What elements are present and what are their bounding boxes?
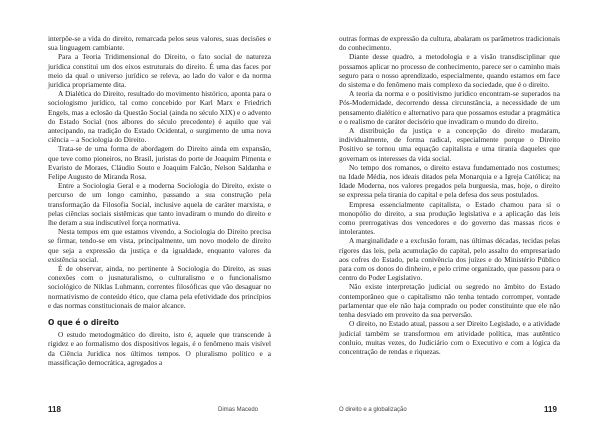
paragraph: Trata-se de uma forma de abordagem do Direito ainda em expansão, que teve como pioneiros, no Brasil, juristas do porte de Joaquim Pimenta e Evaristo de Moraes, Cláudio Souto e Joaquim Falcão, Nelson Saldanha e Felipe Augusto de Miranda Rosa. bbox=[48, 144, 271, 182]
paragraph: A teoria da norma e o positivismo jurídico encontram-se superados na Pós-Modernidade, decorrendo dessa circunstância, a necessidade de um pensamento dialético e alternativo para que possamos estudar a pragmática e o realismo de caráter decisório que invadiram o mundo do direito. bbox=[339, 89, 560, 126]
paragraph: No tempo dos romanos, o direito estava fundamentado nos costumes; na Idade Média, nos ideais ditados pela Monarquia e a Igreja Católica; na Idade Moderna, nos valores pregados pela burguesia, mas, hoje, o direito se expressa pela tirania do capital e pela defesa dos seus postulados. bbox=[339, 162, 560, 200]
right-page bbox=[300, 0, 600, 439]
paragraph: Nesta tempos em que estamos vivendo, a Sociologia do Direito precisa se firmar, tendo-se em vista, principalmente, um novo modelo de direito que seja a expressão da justiça e da igualdade, enquanto valores da existência social. bbox=[48, 227, 271, 264]
running-head-title: O direito e a globalização bbox=[339, 407, 407, 413]
left-text-column bbox=[48, 34, 271, 367]
paragraph: A marginalidade e a exclusão foram, nas últimas décadas, tecidas pelas rígores das leis, pela acumulação do capital, pelo assalto do empresariado aos cofres do Estado, pela conivência dos juízes e do Ministério Público para com os donos do dinheiro, e pelo crime organizado, que passou para o centro do Poder Legislativo. bbox=[339, 236, 560, 283]
paragraph: interpõe-se a vida do direito, remarcada pelos seus valores, suas decisões e sua linguagem cambiante. bbox=[48, 34, 271, 53]
paragraph: É de observar, ainda, no pertinente à Sociologia do Direito, as suas conexões com o jusnaturalismo, o culturalismo e o funcionalismo sociológico de Niklas Luhmann, correntes filosóficas que vão desaguar no normativismo de conteúdo ético, que clama pela efetividade dos princípios e das normas constitucionais de maior alcance. bbox=[48, 264, 271, 310]
right-text-column bbox=[339, 34, 560, 356]
paragraph: O estudo metodogmático do direito, isto é, aquele que transcende à rigidez e ao formalismo dos dispositivos legais, é o fenômeno mais visível da Ciência Jurídica nos últimos tempos. O pluralismo político e a massificação democrática, agregados a bbox=[48, 330, 271, 367]
paragraph: O direito, no Estado atual, passou a ser Direito Legislado, e a atividade judicial também se transformou em atividade política, mas autêntico conluio, muitas vezes, do Judiciário com o Executivo e com a lógica da concentração de rendas e riquezas. bbox=[339, 319, 560, 356]
paragraph: Não existe interpretação judicial ou segredo no âmbito do Estado contemporâneo que o capitalismo não tenha tentado corromper, vontade parlamentar que ele não haja comprado ou poder constituinte que ele não tenha desviado em proveito da sua perversão. bbox=[339, 282, 560, 320]
page-number: 118 bbox=[48, 405, 61, 414]
page-number: 119 bbox=[544, 405, 557, 414]
paragraph: A Dialética do Direito, resultado do movimento histórico, aponta para o sociologismo jurídico, tal como concebido por Karl Marx e Friedrich Engels, mas a eclosão da Questão Social (ainda no século XIX) e o advento do Estado Social (nos albores do século precedente) é aquilo que vai antecipando, na tradição do Estado Ocidental, o surgimento de uma nova ciência – a Sociologia do Direito. bbox=[48, 89, 271, 145]
paragraph: Para a Teoria Tridimensional do Direito, o fato social de natureza jurídica constitui um dos eixos estruturais do direito. É uma das faces por meio da qual o universo jurídico se releva, ao lado do valor e da norma jurídica propriamente dita. bbox=[48, 52, 271, 90]
paragraph: Entre a Sociologia Geral e a moderna Sociologia do Direito, existe o percurso de um longo caminho, passando a sua construção pela transformação da Filosofia Social, inclusive aquela de caráter marxista, e pelas ciências sociais sistêmicas que tanto invadiram o mundo do direito e lhe deram a sua indiscutível força normativa. bbox=[48, 181, 271, 228]
paragraph: Diante desse quadro, a metodologia e a visão transdisciplinar que possamos aplicar no processo de conhecimento, parece ser o caminho mais seguro para o nosso aprendizado, especialmente, quando estamos em face do sistema e do fenômeno mais complexo da sociedade, que é o direito. bbox=[339, 52, 560, 90]
section-heading: O que é o direito bbox=[48, 318, 119, 328]
paragraph: outras formas de expressão da cultura, abalaram os parâmetros tradicionais do conhecimento. bbox=[339, 34, 560, 53]
paragraph: Empresa essencialmente capitalista, o Estado chamou para si o monopólio do direito, a sua produção legislativa e a aplicação das leis como prerrogativas dos vencedores e do governo das massas ricos e intolerantes. bbox=[339, 199, 560, 237]
running-head-author: Dimas Macedo bbox=[218, 407, 259, 413]
paragraph: A distribuição da justiça e a concepção do direito mudaram, individualmente, de forma radical, especialmente porque o Direito Positivo se tornou uma equação capitalista e uma tirania daqueles que governam os interesses da vida social. bbox=[339, 126, 560, 163]
